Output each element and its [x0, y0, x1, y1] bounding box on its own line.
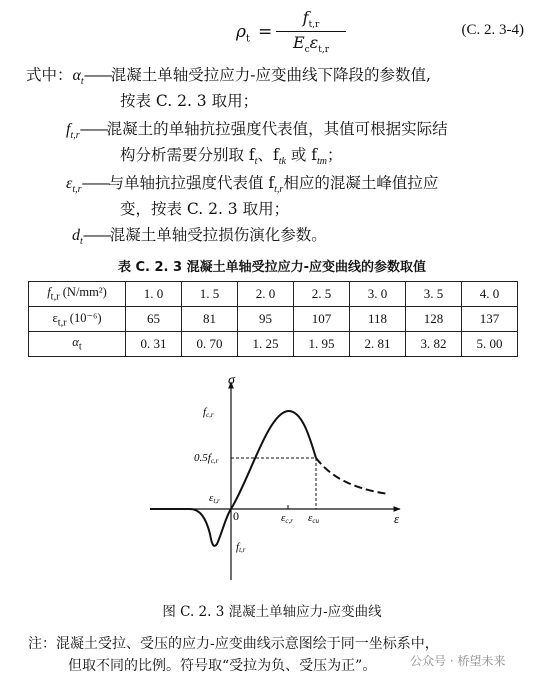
definition-alpha-line2: 按表 C. 2. 3 取用； [120, 92, 259, 110]
row-header-ftr: $f_{t,r}$ (N/mm²) [29, 282, 126, 307]
table-cell: 128 [406, 307, 462, 332]
table-cell: 107 [294, 307, 350, 332]
formula-number: (C. 2. 3-4) [461, 22, 524, 38]
table-cell: 1. 95 [294, 332, 350, 357]
origin-label: 0 [233, 509, 239, 523]
definition-ftr-line2: 构分析需要分别取 $f_t$、$f_{tk}$ 或 $f_{tm}$； [120, 146, 343, 168]
table-row [29, 332, 518, 357]
table-cell: 0. 31 [126, 332, 182, 357]
table-cell: 3. 82 [406, 332, 462, 357]
watermark: 公众号 · 桥望未来 [410, 654, 506, 668]
formula-fraction [276, 8, 346, 55]
table-row [29, 282, 518, 307]
table-cell: 1. 5 [182, 282, 238, 307]
table-title: 表 C. 2. 3 混凝土单轴受拉应力-应变曲线的参数取值 [117, 260, 426, 275]
table-cell: 137 [462, 307, 518, 332]
table-cell: 0. 70 [182, 332, 238, 357]
half-fcr-label: 0.5fc,r [194, 452, 219, 465]
table-cell: 4. 0 [462, 282, 518, 307]
eps-tr-label: εt,r [209, 492, 220, 505]
definition-intro: 式中：$\alpha_t——$混凝土单轴受拉应力-应变曲线下降段的参数值, [26, 66, 431, 88]
eps-cu-label: εcu [308, 512, 319, 525]
table-cell: 1. 25 [238, 332, 294, 357]
table-cell: 2. 0 [238, 282, 294, 307]
row-header-alpha: $\alpha_t$ [29, 332, 126, 357]
formula-c234 [236, 8, 536, 58]
table-cell: 2. 5 [294, 282, 350, 307]
ftr-label: ft,r [236, 541, 246, 554]
definition-eps-tr-line2: 变，按表 C. 2. 3 取用； [120, 200, 290, 218]
table-cell: 65 [126, 307, 182, 332]
x-axis-label: ε [394, 511, 400, 526]
note-text-1: 混凝土受拉、受压的应力-应变曲线示意图绘于同一坐标系中， [56, 636, 439, 652]
table-cell: 95 [238, 307, 294, 332]
table-cell: 3. 0 [350, 282, 406, 307]
formula-lhs: $\rho_t$ [236, 22, 251, 45]
table-cell: 118 [350, 307, 406, 332]
compression-curve [231, 411, 316, 509]
table-row [29, 307, 518, 332]
table-cell: 2. 81 [350, 332, 406, 357]
fcr-label: fc,r [203, 406, 214, 419]
stress-strain-figure [0, 368, 544, 593]
note-text-2: 但取不同的比例。符号取“受拉为负、受压为正”。 [68, 658, 377, 674]
softening-curve [316, 458, 388, 494]
definition-dt: $d_t——$混凝土单轴受拉损伤演化参数。 [72, 226, 327, 248]
row-header-eps-tr: $\varepsilon_{t,r}$ (10⁻⁶) [29, 307, 126, 332]
parameter-table [28, 281, 518, 357]
definition-ftr: $f_{t,r}——$混凝土的单轴抗拉强度代表值，其值可根据实际结 [66, 120, 448, 142]
table-cell: 3. 5 [406, 282, 462, 307]
definition-eps-tr: $\varepsilon_{t,r}——$与单轴抗拉强度代表值 $f_{t,r}$相应的混凝土峰值拉应 [66, 174, 439, 196]
y-axis-label: σ [228, 373, 235, 388]
table-cell: 81 [182, 307, 238, 332]
formula-denominator: $E_c\varepsilon_{t,r}$ [292, 33, 330, 56]
table-cell: 1. 0 [126, 282, 182, 307]
note-label: 注： [28, 636, 56, 652]
formula-equals: = [258, 22, 273, 42]
figure-caption: 图 C. 2. 3 混凝土单轴应力-应变曲线 [162, 604, 382, 620]
tension-curve [150, 509, 231, 546]
eps-cr-label: εc,r [281, 512, 293, 525]
formula-numerator: $f_{t,r}$ [276, 8, 346, 32]
table-cell: 5. 00 [462, 332, 518, 357]
